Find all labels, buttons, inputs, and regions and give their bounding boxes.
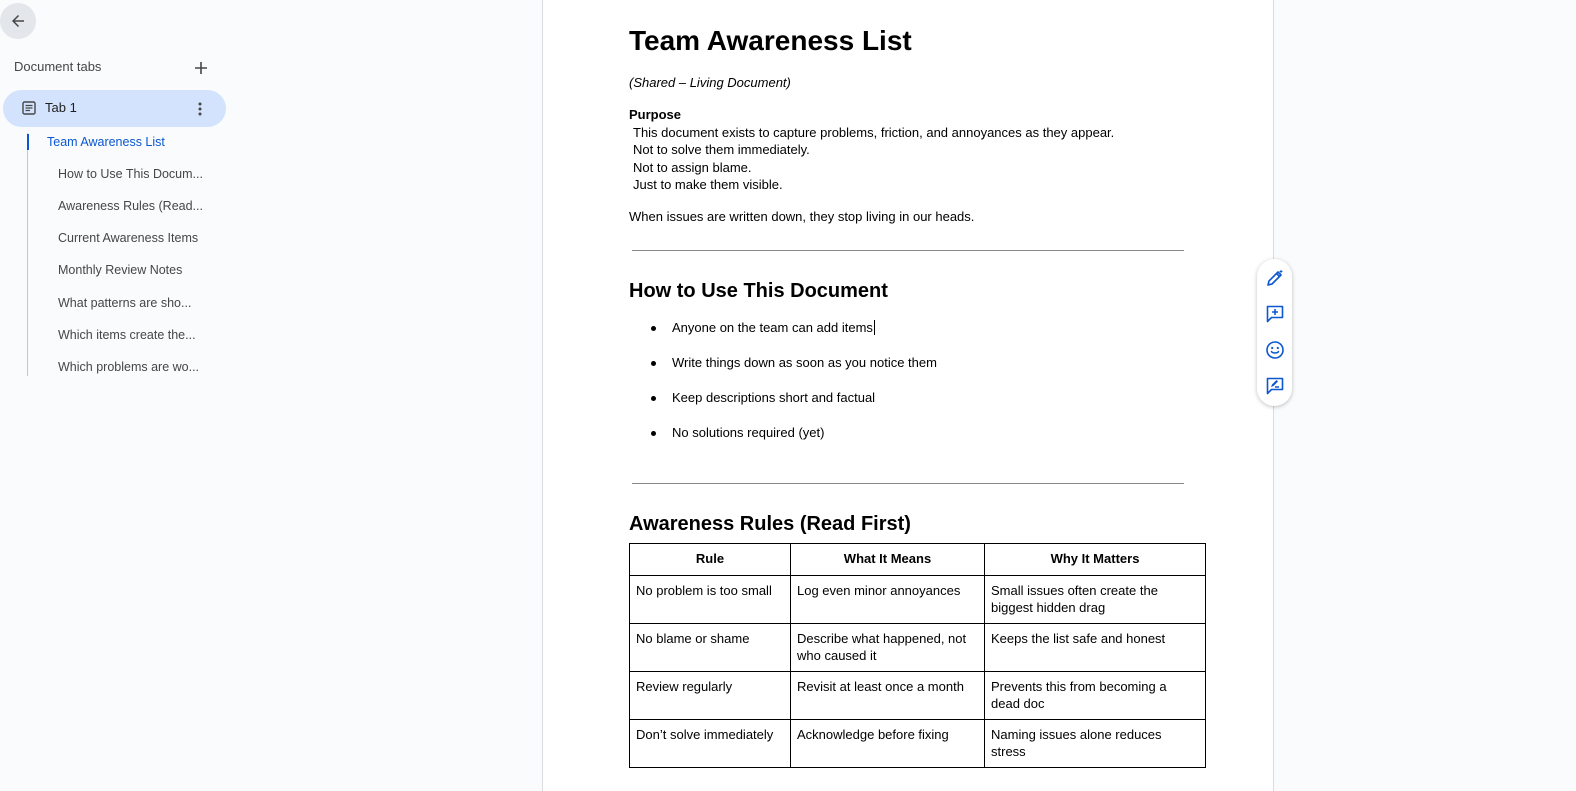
how-to-use-heading: How to Use This Document — [629, 280, 888, 302]
bullet-dot — [651, 396, 656, 401]
back-button[interactable] — [0, 3, 36, 39]
suggest-edits-button[interactable] — [1263, 374, 1287, 398]
list-item-text: Keep descriptions short and factual — [672, 390, 876, 405]
document-subtitle: (Shared – Living Document) — [629, 75, 791, 90]
tab-label: Tab 1 — [45, 100, 77, 115]
add-emoji-reaction-button[interactable] — [1263, 338, 1287, 362]
table-cell: Prevents this from becoming a dead doc — [985, 672, 1206, 720]
purpose-line: Just to make them visible. — [633, 177, 783, 192]
list-item-text: Write things down as soon as you notice them — [672, 355, 937, 370]
table-cell: No blame or shame — [630, 624, 791, 672]
outline-active-indicator — [27, 134, 29, 150]
table-row — [630, 720, 1206, 768]
table-row — [630, 672, 1206, 720]
closing-statement: When issues are written down, they stop living in our heads. — [629, 209, 975, 224]
list-item-text: Anyone on the team can add items — [672, 320, 873, 335]
add-tab-button[interactable] — [190, 57, 212, 79]
purpose-line: This document exists to capture problems, friction, and annoyances as they appear. — [633, 125, 1115, 140]
outline-item-how-to-use[interactable]: How to Use This Docum... — [58, 167, 203, 181]
text-cursor — [874, 320, 875, 335]
bullet-dot — [651, 326, 656, 331]
outline-guide-line — [27, 133, 28, 376]
outline-item-which-problems[interactable]: Which problems are wo... — [58, 360, 200, 374]
column-header: Rule — [630, 544, 791, 576]
table-cell: Keeps the list safe and honest — [985, 624, 1206, 672]
side-action-toolbar — [1257, 259, 1292, 406]
purpose-heading: Purpose — [629, 107, 682, 122]
outline-item-which-items-create[interactable]: Which items create the... — [58, 328, 196, 342]
document-title: Team Awareness List — [629, 25, 912, 56]
document-icon — [22, 101, 36, 115]
purpose-line: Not to solve them immediately. — [633, 142, 810, 157]
table-cell: Log even minor annoyances — [791, 576, 985, 624]
horizontal-divider — [632, 250, 1184, 251]
help-me-write-button[interactable] — [1263, 266, 1287, 290]
outline-item-team-awareness-list[interactable]: Team Awareness List — [47, 135, 165, 149]
purpose-line: Not to assign blame. — [633, 160, 752, 175]
table-cell: Describe what happened, not who caused it — [791, 624, 985, 672]
bullet-dot — [651, 361, 656, 366]
arrow-back-icon — [9, 12, 27, 30]
outline-item-what-patterns[interactable]: What patterns are sho... — [58, 296, 192, 310]
tab-options-button[interactable] — [189, 98, 211, 120]
table-header-row — [630, 544, 1206, 576]
suggest-edit-icon — [1265, 376, 1285, 396]
table-cell: Review regularly — [630, 672, 791, 720]
document-tabs-header: Document tabs — [14, 59, 102, 74]
bullet-dot — [651, 431, 656, 436]
table-cell: Revisit at least once a month — [791, 672, 985, 720]
column-header: What It Means — [791, 544, 985, 576]
horizontal-divider — [632, 483, 1184, 484]
outline-item-current-awareness-items[interactable]: Current Awareness Items — [58, 231, 199, 245]
emoji-icon — [1265, 340, 1285, 360]
table-cell: Don’t solve immediately — [630, 720, 791, 768]
edit-sparkle-icon — [1265, 268, 1285, 288]
awareness-rules-table — [629, 543, 1206, 768]
table-row — [630, 576, 1206, 624]
outline-item-awareness-rules[interactable]: Awareness Rules (Read... — [58, 199, 203, 213]
document-page[interactable] — [542, 0, 1274, 791]
more-vertical-icon — [198, 102, 202, 116]
outline-item-monthly-review-notes[interactable]: Monthly Review Notes — [58, 263, 183, 277]
add-comment-button[interactable] — [1263, 302, 1287, 326]
add-comment-icon — [1265, 304, 1285, 324]
list-item-text: No solutions required (yet) — [672, 425, 825, 440]
plus-icon — [194, 61, 208, 75]
table-cell: No problem is too small — [630, 576, 791, 624]
table-cell: Acknowledge before fixing — [791, 720, 985, 768]
table-cell: Small issues often create the biggest hidden drag — [985, 576, 1206, 624]
column-header: Why It Matters — [985, 544, 1206, 576]
table-row — [630, 624, 1206, 672]
table-cell: Naming issues alone reduces stress — [985, 720, 1206, 768]
awareness-rules-heading: Awareness Rules (Read First) — [629, 513, 911, 535]
tab-1[interactable] — [3, 90, 226, 127]
